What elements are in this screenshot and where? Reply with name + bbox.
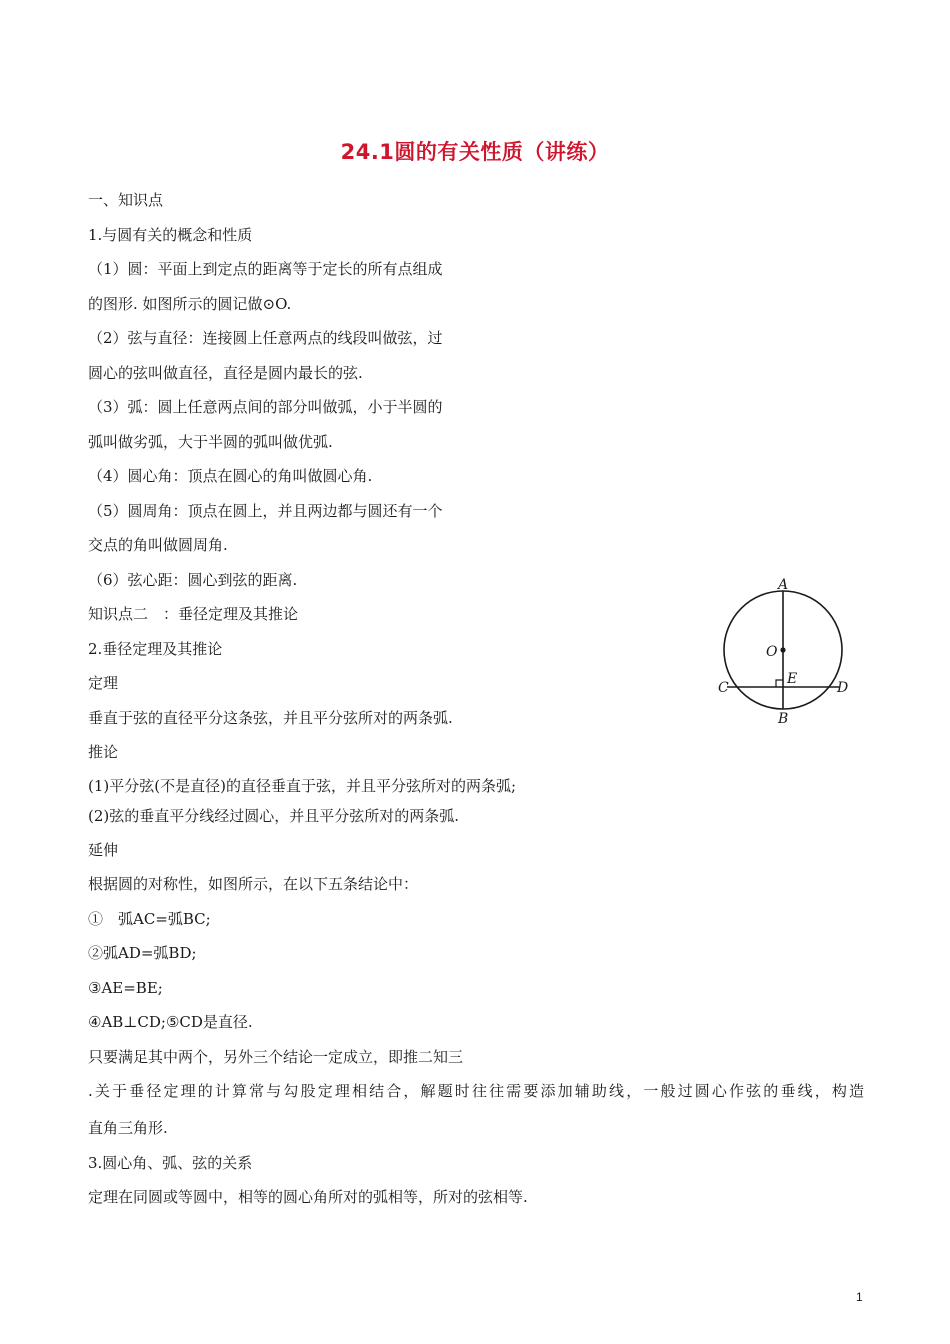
text-line: ④AB⊥CD;⑤CD是直径. (88, 1013, 253, 1031)
subsection-heading: 2.垂径定理及其推论 (88, 640, 223, 658)
text-line: （6）弦心距：圆心到弦的距离. (88, 571, 298, 589)
text-line: 定理 (88, 674, 119, 692)
text-line: 定理在同圆或等圆中，相等的圆心角所对的弧相等，所对的弦相等. (88, 1188, 528, 1206)
text-line: (2)弦的垂直平分线经过圆心，并且平分弦所对的两条弧. (88, 807, 460, 825)
text-line: 交点的角叫做圆周角. (88, 536, 228, 554)
text-line: 推论 (88, 743, 119, 761)
circle-diagram (712, 574, 856, 730)
text-line: 只要满足其中两个，另外三个结论一定成立，即推二知三 (88, 1048, 464, 1066)
center-point (780, 647, 785, 652)
label-d: D (837, 680, 849, 696)
right-angle-mark (776, 680, 783, 687)
text-line: 弧叫做劣弧，大于半圆的弧叫做优弧. (88, 433, 333, 451)
text-line: ②弧AD=弧BD; (88, 944, 197, 962)
text-line: .关于垂径定理的计算常与勾股定理相结合，解题时往往需要添加辅助线，一般过圆心作弦的垂线，构造 (88, 1082, 864, 1100)
text-line: 延伸 (88, 841, 119, 859)
label-e: E (787, 671, 798, 687)
section-heading: 一、知识点 (88, 191, 164, 209)
text-line: （4）圆心角：顶点在圆心的角叫做圆心角. (88, 467, 373, 485)
label-c: C (718, 680, 729, 696)
circle-figure (712, 574, 856, 730)
subsection-heading: 1.与圆有关的概念和性质 (88, 226, 253, 244)
text-line: ① 弧AC=弧BC; (88, 910, 211, 928)
label-a: A (778, 577, 789, 593)
text-line: （3）弧：圆上任意两点间的部分叫做弧，小于半圆的 (88, 398, 443, 416)
label-b: B (778, 711, 789, 727)
text-line: （2）弦与直径：连接圆上任意两点的线段叫做弦，过 (88, 329, 443, 347)
document-title: 24.1圆的有关性质（讲练） (340, 140, 610, 164)
text-line: （5）圆周角：顶点在圆上，并且两边都与圆还有一个 (88, 502, 443, 520)
text-line: 直角三角形. (88, 1119, 168, 1137)
label-o: O (766, 644, 778, 660)
text-line: 圆心的弦叫做直径，直径是圆内最长的弦. (88, 364, 363, 382)
text-line: 的图形. 如图所示的圆记做⊙O. (88, 295, 292, 313)
page-number: 1 (856, 1290, 863, 1304)
subsection-heading: 3.圆心角、弧、弦的关系 (88, 1154, 253, 1172)
text-line: 垂直于弦的直径平分这条弦，并且平分弦所对的两条弧. (88, 709, 453, 727)
text-line: （1）圆：平面上到定点的距离等于定长的所有点组成 (88, 260, 443, 278)
text-line: 根据圆的对称性，如图所示，在以下五条结论中： (88, 875, 419, 893)
text-line: ③AE=BE; (88, 979, 163, 997)
section-heading: 知识点二 ：垂径定理及其推论 (88, 605, 299, 623)
text-line: (1)平分弦(不是直径)的直径垂直于弦，并且平分弦所对的两条弧; (88, 777, 517, 795)
